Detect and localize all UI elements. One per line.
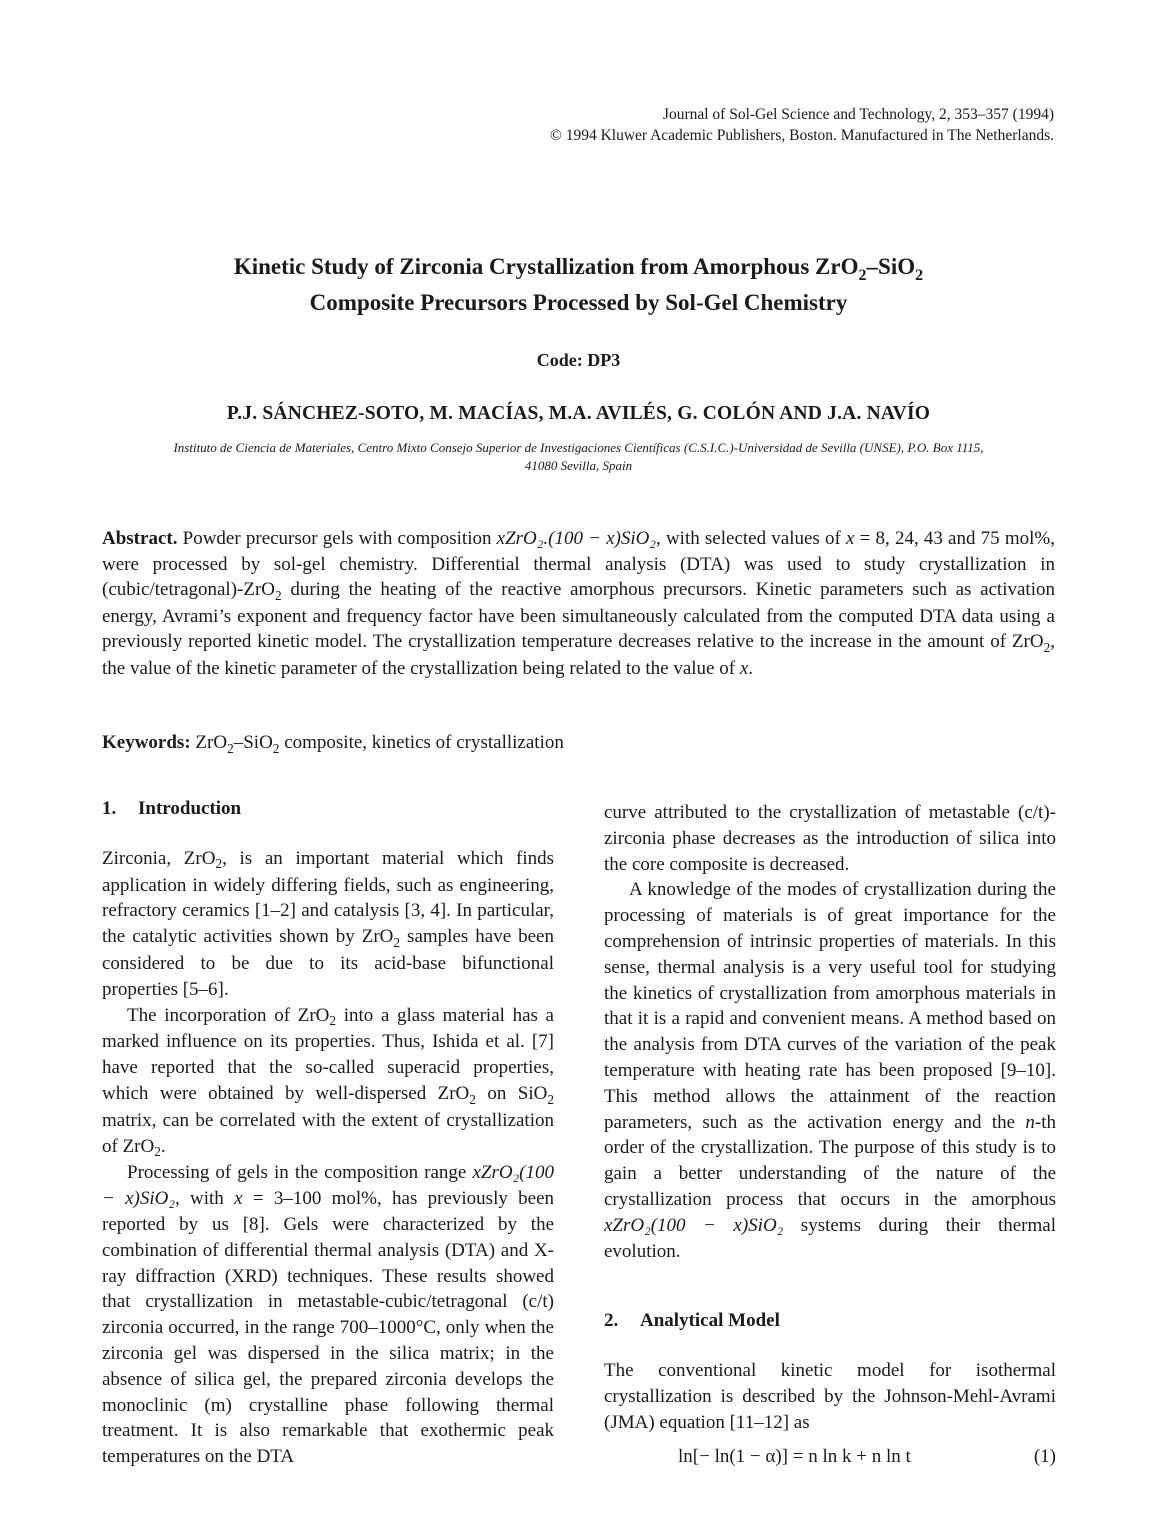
- title-line-2: Composite Precursors Processed by Sol-Gel Chemistry: [309, 290, 848, 315]
- intro-paragraph-4: curve attributed to the crystallization of metastable (c/t)-zirconia phase decreases as the introduction of silica into the core composite is decreased.: [604, 802, 1056, 875]
- paper-code: Code: DP3: [536, 350, 621, 370]
- affiliation: Instituto de Ciencia de Materiales, Centro Mixto Consejo Superior de Investigaciones Científicas (C.S.I.C.)-Universidad de Sevilla (UNSE), P.O. Box 1115, 41080 Sevilla, Spain: [173, 440, 984, 473]
- intro-paragraph-1: Zirconia, ZrO$_2$, is an important material which finds application in widely differing fields, such as engineering, refractory ceramics [1–2] and catalysis [3, 4]. In particular, the catalytic activities shown by ZrO$_2$ samples have been considered to be due to its acid-base bifunctional properties [5–6].: [102, 847, 555, 1000]
- journal-citation: Journal of Sol-Gel Science and Technology, 2, 353–357 (1994): [662, 106, 1054, 123]
- section-heading-introduction: 1. Introduction: [102, 798, 242, 819]
- intro-paragraph-3: Processing of gels in the composition range xZrO₂(100 − x)SiO₂, with x = 3–100 mol%, has previously been reported by us [8]. Gels were characterized by the combination of differential thermal analysis (DTA) and X-ray diffraction (XRD) techniques. These results showed that crystallization in metastable-cubic/tetragonal (c/t) zirconia occurred, in the range 700–1000°C, only when the zirconia gel was dispersed in the silica matrix; in the absence of silica gel, the prepared zirconia develops the monoclinic (m) crystalline phase following thermal treatment. It is also remarkable that exothermic peak temperatures on the DTA: [102, 1162, 555, 1468]
- intro-paragraph-5: A knowledge of the modes of crystallization during the processing of materials is of great importance for the comprehension of intrinsic properties of materials. In this sense, thermal analysis is a very useful tool for studying the kinetics of crystallization from amorphous materials in that it is a rapid and convenient means. A method based on the analysis from DTA curves of the variation of the peak temperature with heating rate has been proposed [9–10]. This method allows the attainment of the reaction parameters, such as the activation energy and the n-th order of the crystallization. The purpose of this study is to gain a better understanding of the nature of the crystallization process that occurs in the amorphous xZrO₂(100 − x)SiO₂ systems during their thermal evolution.: [604, 879, 1056, 1262]
- left-column: [102, 796, 554, 1470]
- intro-paragraph-2: The incorporation of ZrO$_2$ into a glass material has a marked influence on its properties. Thus, Ishida et al. [7] have reported that the so-called superacid properties, which were obtained by well-dispersed ZrO$_2$ on SiO$_2$ matrix, can be correlated with the extent of crystallization of ZrO$_2$.: [102, 1004, 554, 1160]
- paper-title: [100, 250, 1057, 319]
- title-line-1: Kinetic Study of Zirconia Crystallization from Amorphous ZrO$_2$–SiO$_2$: [233, 254, 924, 284]
- equation-number: (1): [1033, 1445, 1056, 1467]
- abstract-label: Abstract.: [102, 528, 178, 549]
- keywords-label: Keywords:: [102, 732, 191, 753]
- journal-header: [550, 104, 1054, 146]
- jma-equation: ln[− ln(1 − α)] = n ln k + n ln t: [678, 1445, 911, 1467]
- author-list: P.J. SÁNCHEZ-SOTO, M. MACÍAS, M.A. AVILÉS, G. COLÓN AND J.A. NAVÍO: [226, 403, 931, 424]
- keywords: Keywords: ZrO$_2$–SiO$_2$ composite, kinetics of crystallization: [102, 732, 564, 756]
- abstract: Abstract. Powder precursor gels with composition xZrO₂.(100 − x)SiO₂, with selected values of x = 8, 24, 43 and 75 mol%, were processed by sol-gel chemistry. Differential thermal analysis (DTA) was used to study crystallization in (cubic/tetragonal)-ZrO$_2$ during the heating of the reactive amorphous precursors. Kinetic parameters such as activation energy, Avrami’s exponent and frequency factor have been simultaneously calculated from the computed DTA data using a previously reported kinetic model. The crystallization temperature decreases relative to the increase in the amount of ZrO$_2$, the value of the kinetic parameter of the crystallization being related to the value of x.: [102, 528, 1055, 679]
- right-column: [604, 800, 1056, 1474]
- copyright-line: © 1994 Kluwer Academic Publishers, Boston. Manufactured in The Netherlands.: [550, 127, 1054, 144]
- section-heading-analytical-model: 2. Analytical Model: [604, 1310, 780, 1332]
- model-paragraph-1: The conventional kinetic model for isothermal crystallization is described by the Johnson-Mehl-Avrami (JMA) equation [11–12] as: [604, 1360, 1056, 1433]
- equation-1: [604, 1440, 1056, 1474]
